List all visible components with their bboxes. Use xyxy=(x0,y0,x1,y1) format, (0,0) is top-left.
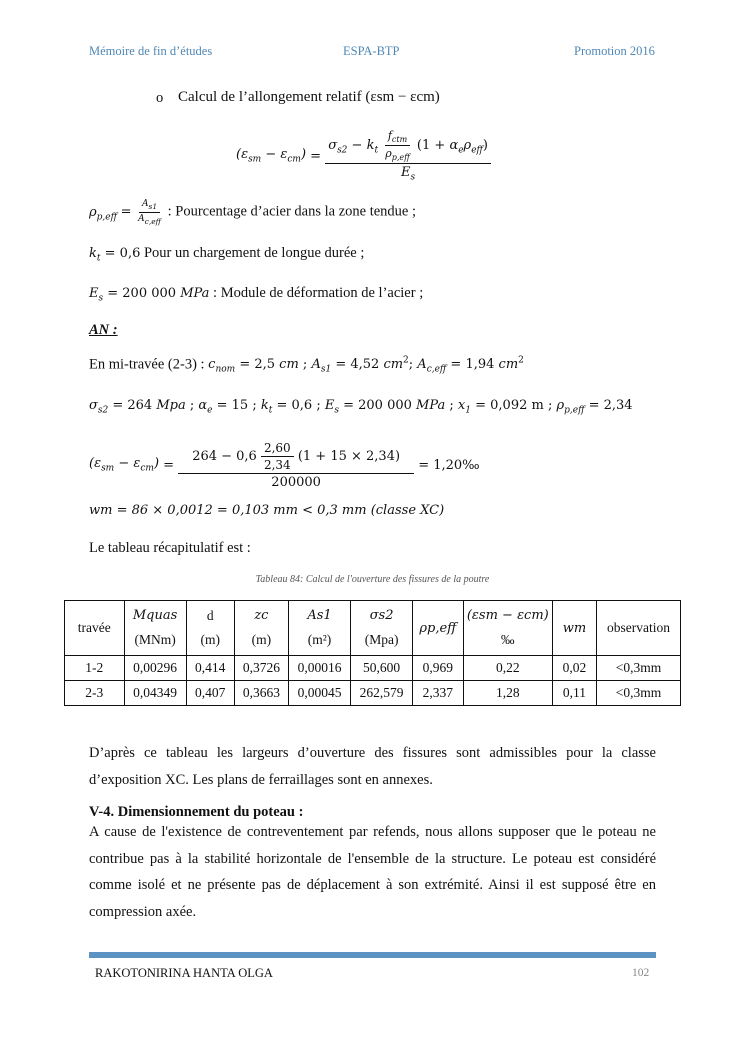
table-cell: 0,04349 xyxy=(124,681,186,706)
table-cell: 2-3 xyxy=(65,681,125,706)
table-cell: 1,28 xyxy=(463,681,552,706)
section-body: A cause de l'existence de contreventement par refends, nous allons supposer que le poteau ne contribue pas à la stabilité horizontale de l'ensemble de la structure. Le poteau est considéré comme isolé et ne présente pas de déplacement à son extrémité. Ainsi il est supposé être en compression axée. xyxy=(89,824,656,920)
table-cell: 0,00296 xyxy=(124,656,186,681)
table-cell: 0,407 xyxy=(186,681,234,706)
main-formula: $(\varepsilon_{sm} - \varepsilon_{cm})$ = $\sigma_{s2} - k_t$ $\frac{f_{ctm}}{\rho_{p,eff}}$ $(1 + \alpha_e\rho_{eff})$ $E_s$ xyxy=(236,128,491,184)
parameters-line: $\sigma_{s2} = 264$ Mpa ; $\alpha_e = 15$ ; $k_t = 0,6$ ; $E_s = 200$ 000 MPa ; $x_1 = 0,092$ m ; $\rho_{p,eff} = 2,34$ xyxy=(89,398,633,416)
header-observation: observation xyxy=(596,601,680,656)
header-mquas: Mquas (MNm) xyxy=(124,601,186,656)
header-center: ESPA-BTP xyxy=(343,44,400,58)
table-cell: 0,00045 xyxy=(288,681,350,706)
an-label: AN : xyxy=(89,322,118,338)
table-row xyxy=(65,681,681,706)
page-number: 102 xyxy=(632,967,650,979)
rho-description: : Pourcentage d’acier dans la zone tendue ; xyxy=(167,203,417,220)
header-wm: wm xyxy=(553,601,597,656)
table-cell: 0,22 xyxy=(463,656,552,681)
table-cell: 2,337 xyxy=(413,681,463,706)
rho-definition: $\rho_{p,eff}$ = $\frac{A_{s1}}{A_{c,eff}}$ : Pourcentage d’acier dans la zone tendue ; xyxy=(89,199,417,226)
ratio-result: = 1,20‰ xyxy=(418,457,480,473)
wm-line: wm = 86 × 0,0012 = 0,103 mm < 0,3 mm (classe XC) xyxy=(89,503,445,518)
table-header-row xyxy=(65,601,681,656)
header-epsilon: (εsm − εcm) ‰ xyxy=(463,601,552,656)
table-cell: 1-2 xyxy=(65,656,125,681)
header-left: Mémoire de fin d’études xyxy=(89,44,213,58)
header-travee: travée xyxy=(65,601,125,656)
table-cell: 0,414 xyxy=(186,656,234,681)
table-intro: Le tableau récapitulatif est : xyxy=(89,540,251,556)
mi-travee-prefix: En mi-travée (2-3) : xyxy=(89,356,205,373)
table-cell: 50,600 xyxy=(351,656,413,681)
table-cell: 262,579 xyxy=(351,681,413,706)
es-description: : Module de déformation de l’acier ; xyxy=(213,285,424,301)
footer-bar xyxy=(89,952,656,958)
section-title: V-4. Dimensionnement du poteau : xyxy=(89,804,304,820)
numeric-application: $(\varepsilon_{sm} - \varepsilon_{cm})$ = 264 − 0,6 $\frac{2,60}{2,34}$ (1 + 15 × 2,34) 200000 = 1,20‰ xyxy=(89,440,480,490)
table-cell: 0,3663 xyxy=(234,681,288,706)
header-sigma: σs2 (Mpa) xyxy=(351,601,413,656)
header-d: d (m) xyxy=(186,601,234,656)
footer-author: RAKOTONIRINA HANTA OLGA xyxy=(95,966,273,980)
table-cell: 0,11 xyxy=(553,681,597,706)
header-right: Promotion 2016 xyxy=(574,44,655,58)
mi-travee-line: En mi-travée (2-3) : $c_{nom} = 2,5$ cm ; $A_{s1} = 4,52$ $cm^2$; $A_{c,eff} = 1,94$ $cm^2$ xyxy=(89,356,524,375)
recap-table xyxy=(64,600,681,706)
table-cell: 0,3726 xyxy=(234,656,288,681)
bullet-symbol: o xyxy=(156,90,164,106)
table-cell: 0,969 xyxy=(413,656,463,681)
conclusion-paragraph: D’après ce tableau les largeurs d’ouverture des fissures sont admissibles pour la classe d’exposition XC. Les plans de ferraillages sont en annexes. xyxy=(89,745,656,788)
header-rho: ρp,eff xyxy=(413,601,463,656)
table-cell: 0,00016 xyxy=(288,656,350,681)
table-row xyxy=(65,656,681,681)
kt-description: Pour un chargement de longue durée ; xyxy=(143,245,365,261)
header-zc: zc (m) xyxy=(234,601,288,656)
header-as1: As1 (m²) xyxy=(288,601,350,656)
table-cell: <0,3mm xyxy=(596,681,680,706)
table-cell: 0,02 xyxy=(553,656,597,681)
es-definition: $E_s = 200$ 000 MPa : Module de déformation de l’acier ; xyxy=(89,285,424,304)
table-cell: <0,3mm xyxy=(596,656,680,681)
bullet-title: Calcul de l’allongement relatif (εsm − εcm) xyxy=(178,89,440,105)
kt-definition: $k_t = 0,6$ Pour un chargement de longue durée ; xyxy=(89,245,365,264)
table-caption: Tableau 84: Calcul de l'ouverture des fissures de la poutre xyxy=(255,574,490,585)
